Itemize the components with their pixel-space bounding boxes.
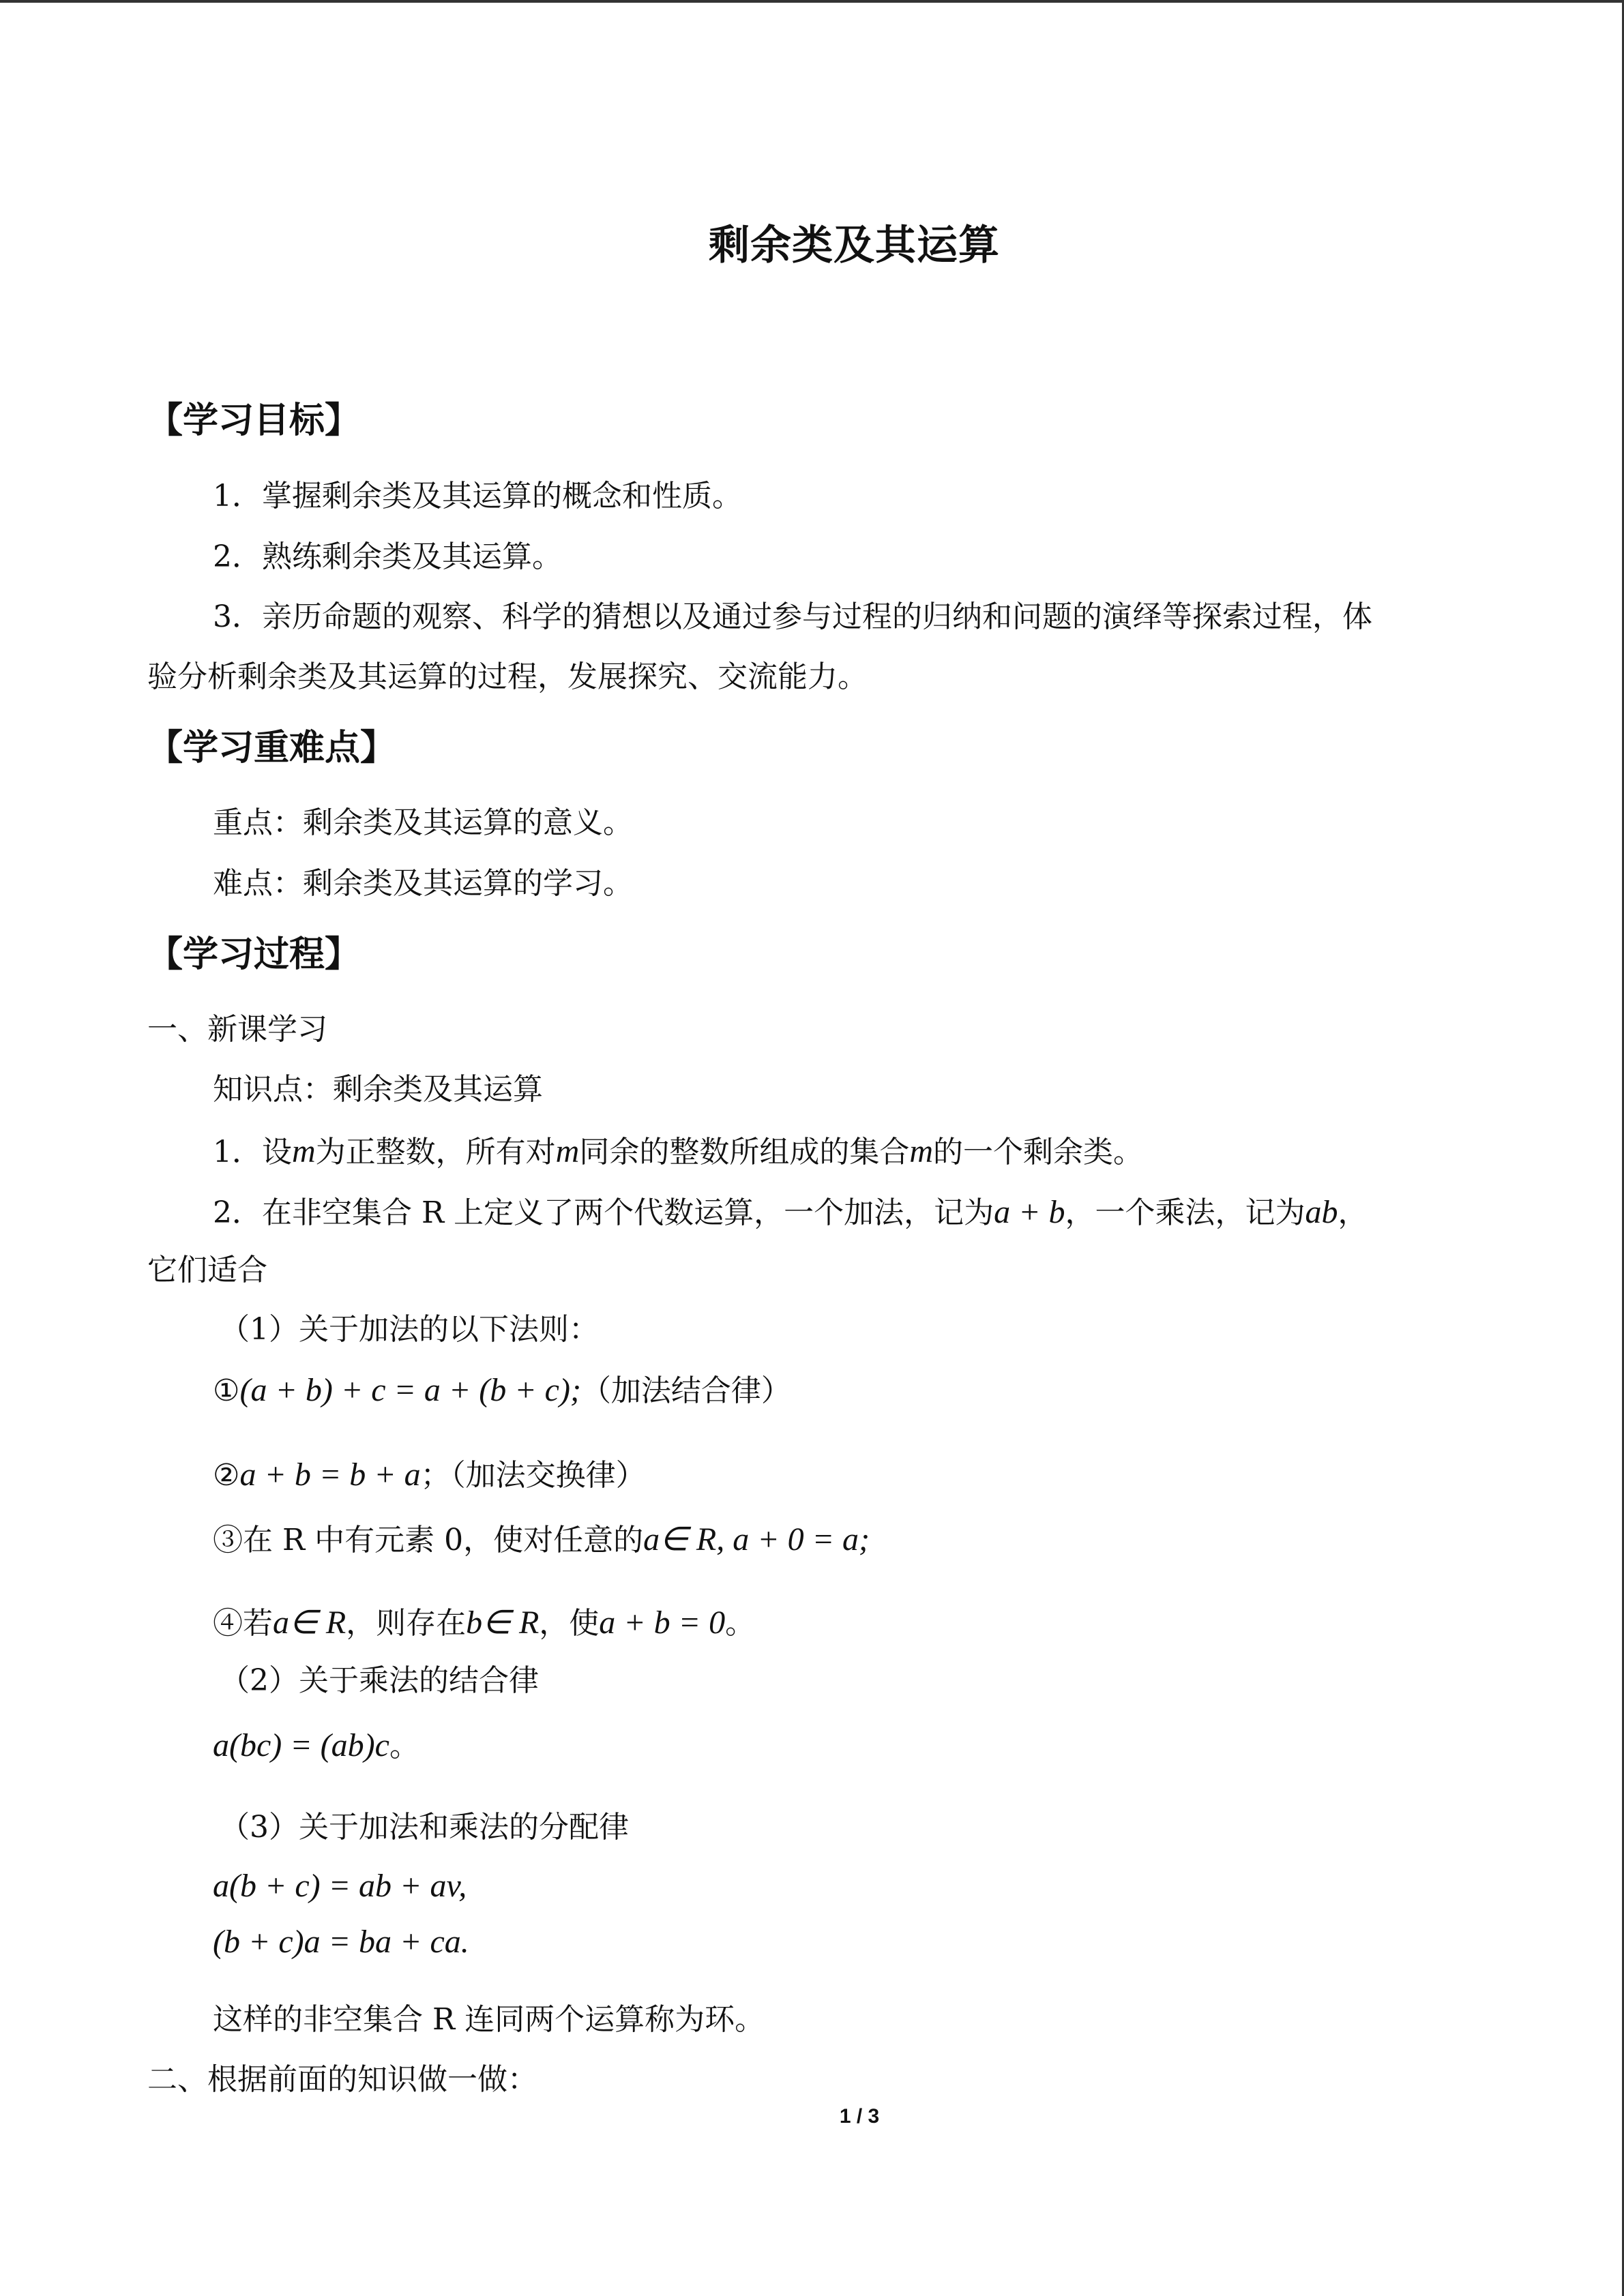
law1a-formula: (a + b) + c = a + (b + c); <box>239 1372 581 1408</box>
law2-formula-line <box>213 1726 419 1765</box>
law2-end: 。 <box>389 1729 419 1763</box>
law1d-text-1: 若 <box>243 1606 273 1641</box>
law1-heading: （1）关于加法的以下法则： <box>220 1312 599 1347</box>
def2-math-product: ab <box>1305 1194 1338 1230</box>
law1d-text-4: 。 <box>725 1606 756 1641</box>
ring-definition: 这样的非空集合 R 连同两个运算称为环。 <box>213 2002 765 2037</box>
goal-item-2: 2．熟练剩余类及其运算。 <box>213 539 562 574</box>
law3-formula-1 <box>213 1866 467 1906</box>
def1-math-m2: m <box>555 1133 580 1169</box>
section-heading-goals: 【学习目标】 <box>147 400 361 441</box>
def1-math-m3: m <box>909 1133 934 1169</box>
definition-2-line1 <box>213 1193 1368 1232</box>
law3-formula-right: (b + c)a = ba + ca. <box>213 1924 469 1960</box>
law1c-text: 在 R 中有元素 0，使对任意的 <box>243 1523 644 1557</box>
page-title: 剩余类及其运算 <box>709 222 1000 269</box>
def1-text-3: 同余的整数所组成的集合 <box>579 1135 910 1169</box>
section-heading-difficulty: 【学习重难点】 <box>147 728 396 769</box>
def2-text-1: 2．在非空集合 R 上定义了两个代数运算，一个加法，记为 <box>213 1195 994 1230</box>
section-heading-process: 【学习过程】 <box>147 934 361 975</box>
law1b-formula: a + b = b + a <box>239 1457 421 1493</box>
law2-formula: a(bc) = (ab)c <box>213 1727 389 1763</box>
law1a-number: ① <box>213 1373 240 1408</box>
law1d-math-2: b∈ R <box>466 1605 540 1641</box>
part1-heading: 一、新课学习 <box>147 1012 327 1047</box>
law1b-sep: ； <box>420 1458 451 1493</box>
def1-text-4: 的一个剩余类。 <box>933 1135 1144 1169</box>
goal-item-3-line2: 验分析剩余类及其运算的过程，发展探究、交流能力。 <box>147 659 868 694</box>
law1d-number: ④ <box>213 1606 243 1641</box>
def1-text-2: 为正整数，所有对 <box>315 1135 556 1169</box>
def2-text-3: ， <box>1338 1195 1368 1230</box>
law1c-number: ③ <box>213 1523 243 1557</box>
key-point: 重点：剩余类及其运算的意义。 <box>213 805 633 840</box>
def1-text-1: 1．设 <box>213 1135 292 1169</box>
law1d-math-3: a + b = 0 <box>599 1605 726 1641</box>
law1d-math-1: a∈ R <box>273 1605 346 1641</box>
law1c-formula: a∈ R, a + 0 = a; <box>643 1521 870 1557</box>
law1b-note: （加法交换律） <box>450 1458 646 1493</box>
definition-2-line2: 它们适合 <box>147 1253 267 1287</box>
def1-math-m1: m <box>292 1133 316 1169</box>
hard-point: 难点：剩余类及其运算的学习。 <box>213 866 633 901</box>
law3-heading: （3）关于加法和乘法的分配律 <box>220 1810 629 1845</box>
law1-inverse <box>213 1603 755 1643</box>
goal-item-1: 1．掌握剩余类及其运算的概念和性质。 <box>213 479 742 513</box>
knowledge-point: 知识点：剩余类及其运算 <box>213 1072 543 1107</box>
law1-commutative <box>213 1455 646 1495</box>
law1b-number: ② <box>213 1458 240 1493</box>
law3-formula-2 <box>213 1922 469 1962</box>
part2-heading: 二、根据前面的知识做一做： <box>147 2062 537 2097</box>
definition-1 <box>213 1132 1143 1172</box>
def2-math-sum: a + b <box>994 1194 1065 1230</box>
law1d-text-2: ，则存在 <box>346 1606 467 1641</box>
page-number: 1 / 3 <box>839 2105 880 2128</box>
law1a-note: （加法结合律） <box>580 1373 791 1408</box>
law1-zero-element <box>213 1520 870 1560</box>
def2-text-2: ，一个乘法，记为 <box>1065 1195 1305 1230</box>
goal-item-3-line1: 3．亲历命题的观察、科学的猜想以及通过参与过程的归纳和问题的演绎等探索过程，体 <box>213 599 1372 634</box>
law1-associative <box>213 1371 791 1410</box>
law1d-text-3: ，使 <box>539 1606 600 1641</box>
law3-formula-left: a(b + c) = ab + av, <box>213 1868 467 1904</box>
law2-heading: （2）关于乘法的结合律 <box>220 1663 539 1698</box>
